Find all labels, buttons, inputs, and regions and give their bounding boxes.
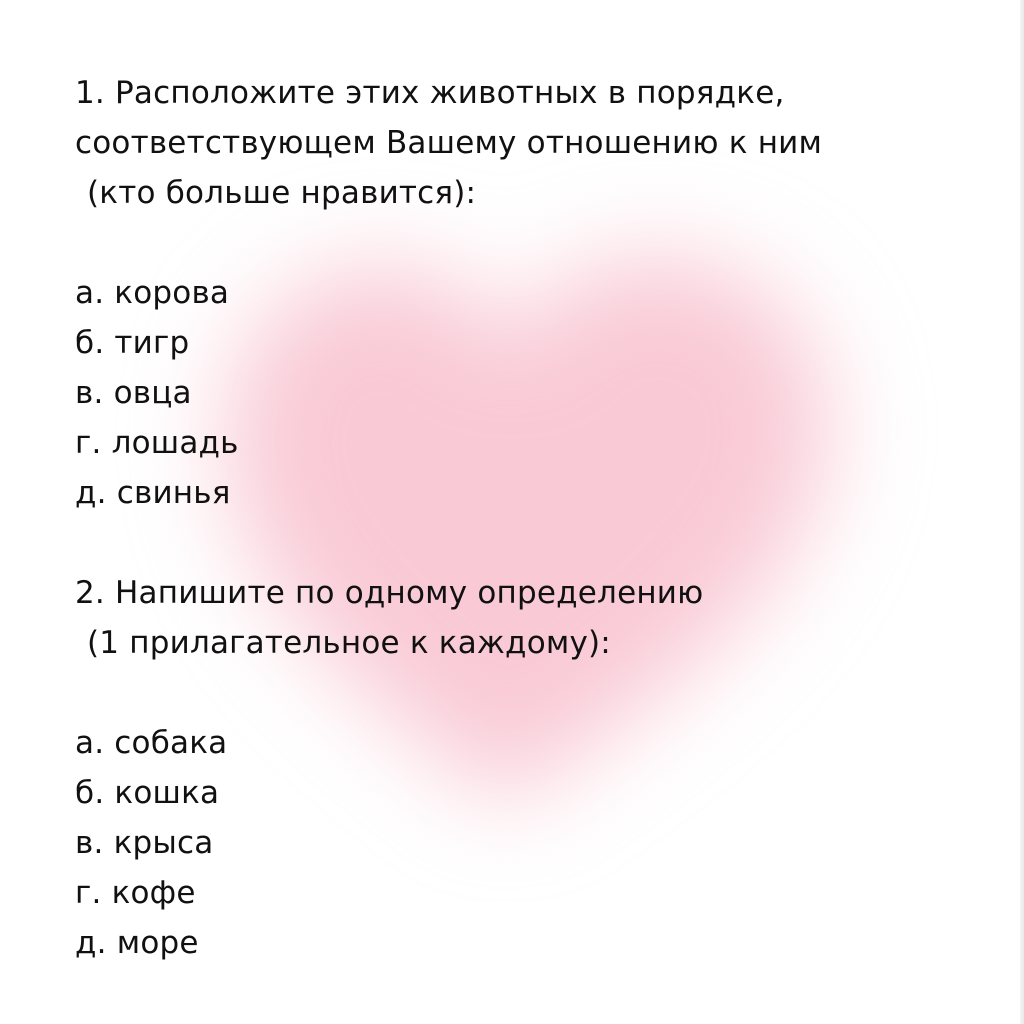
spacer bbox=[75, 668, 975, 718]
spacer bbox=[75, 518, 975, 568]
page-edge bbox=[1020, 0, 1024, 1024]
spacer bbox=[75, 218, 975, 268]
quiz-content bbox=[75, 68, 975, 968]
question-2-option-e: д. море bbox=[75, 925, 199, 961]
question-1-option-b: б. тигр bbox=[75, 325, 190, 361]
question-2-option-c: в. крыса bbox=[75, 825, 214, 861]
question-1-options bbox=[75, 268, 975, 518]
question-1-option-a: а. корова bbox=[75, 275, 230, 311]
question-2-option-a: а. собака bbox=[75, 725, 228, 761]
question-2-options bbox=[75, 718, 975, 968]
question-2-title-line-2: (1 прилагательное к каждому): bbox=[87, 625, 611, 661]
question-1-option-d: г. лошадь bbox=[75, 425, 239, 461]
question-2-option-b: б. кошка bbox=[75, 775, 220, 811]
question-1-option-e: д. свинья bbox=[75, 475, 231, 511]
question-1-title-line-1: 1. Расположите этих животных в порядке, bbox=[75, 75, 785, 111]
question-2-title-line-1: 2. Напишите по одному определению bbox=[75, 575, 704, 611]
question-2-option-d: г. кофе bbox=[75, 875, 196, 911]
question-1-option-c: в. овца bbox=[75, 375, 192, 411]
question-1-title-line-3: (кто больше нравится): bbox=[87, 175, 477, 211]
question-1-title-line-2: соответствующем Вашему отношению к ним bbox=[75, 125, 823, 161]
